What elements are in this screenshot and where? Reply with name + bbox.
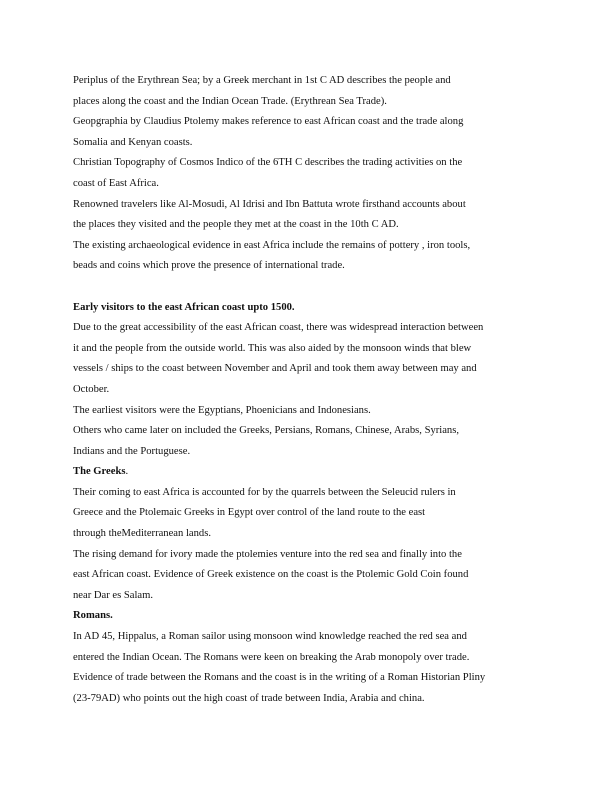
later-visitors-line: Indians and the Portuguese. xyxy=(73,445,191,457)
periplus-line: Periplus of the Erythrean Sea; by a Greek merchant in 1st C AD describes the people and xyxy=(73,75,451,86)
earliest-visitors-line: The earliest visitors were the Egyptians, Phoenicians and Indonesians. xyxy=(73,404,371,416)
early-visitors-heading: Early visitors to the east African coast upto 1500. xyxy=(73,301,295,313)
romans-paragraph-line: In AD 45, Hippalus, a Roman sailor using monsoon wind knowledge reached the red sea and xyxy=(73,631,467,643)
greeks-section xyxy=(73,462,543,606)
intro-line: vessels / ships to the coast between November and April and took them away between may and xyxy=(73,363,477,375)
document-body xyxy=(73,71,543,709)
early-visitors-section xyxy=(73,298,543,463)
geographia-line: Somalia and Kenyan coasts. xyxy=(73,136,193,148)
archaeology-line: The existing archaeological evidence in east Africa include the remains of pottery , iron tools, xyxy=(73,239,471,251)
greeks-paragraph-line: Greece and the Ptolemaic Greeks in Egypt over control of the land route to the east xyxy=(73,507,426,519)
intro-line: Due to the great accessibility of the east African coast, there was widespread interaction between xyxy=(73,322,484,334)
topography-line: Christian Topography of Cosmos Indico of the 6TH C describes the trading activities on the xyxy=(73,157,463,169)
romans-heading: Romans. xyxy=(73,610,113,622)
travelers-line: the places they visited and the people they met at the coast in the 10th C AD. xyxy=(73,219,399,231)
archaeology-line: beads and coins which prove the presence of international trade. xyxy=(73,260,345,272)
intro-line: October. xyxy=(73,383,110,395)
greeks-paragraph-line: Their coming to east Africa is accounted for by the quarrels between the Seleucid rulers in xyxy=(73,486,456,498)
romans-paragraph-line: (23-79AD) who points out the high coast of trade between India, Arabia and china. xyxy=(73,692,425,704)
greeks-paragraph-line: east African coast. Evidence of Greek existence on the coast is the Ptolemic Gold Coin found xyxy=(73,569,469,581)
periplus-line: places along the coast and the Indian Ocean Trade. (Erythrean Sea Trade). xyxy=(73,95,387,107)
greeks-heading-period: . xyxy=(125,466,129,478)
romans-paragraph-line: entered the Indian Ocean. The Romans were keen on breaking the Arab monopoly over trade. xyxy=(73,651,470,663)
topography-line: coast of East Africa. xyxy=(73,177,159,189)
romans-paragraph-line: Evidence of trade between the Romans and the coast is in the writing of a Roman Historian Pliny xyxy=(73,672,486,684)
greeks-paragraph-line: near Dar es Salam. xyxy=(73,589,154,601)
greeks-paragraph-line: The rising demand for ivory made the ptolemies venture into the red sea and finally into the xyxy=(73,548,462,560)
geographia-line: Geopgraphia by Claudius Ptolemy makes reference to east African coast and the trade along xyxy=(73,116,464,128)
greeks-paragraph-line: through theMediterranean lands. xyxy=(73,528,211,540)
sources-section xyxy=(73,71,543,277)
travelers-line: Renowned travelers like Al-Mosudi, Al Idrisi and Ibn Battuta wrote firsthand accounts about xyxy=(73,198,466,210)
greeks-heading: The Greeks xyxy=(73,466,126,478)
intro-line: it and the people from the outside world. This was also aided by the monsoon winds that blew xyxy=(73,342,472,354)
section-spacer xyxy=(73,277,543,298)
romans-section xyxy=(73,606,543,709)
later-visitors-line: Others who came later on included the Greeks, Persians, Romans, Chinese, Arabs, Syrians, xyxy=(73,425,459,437)
greeks-heading-line xyxy=(73,462,543,483)
